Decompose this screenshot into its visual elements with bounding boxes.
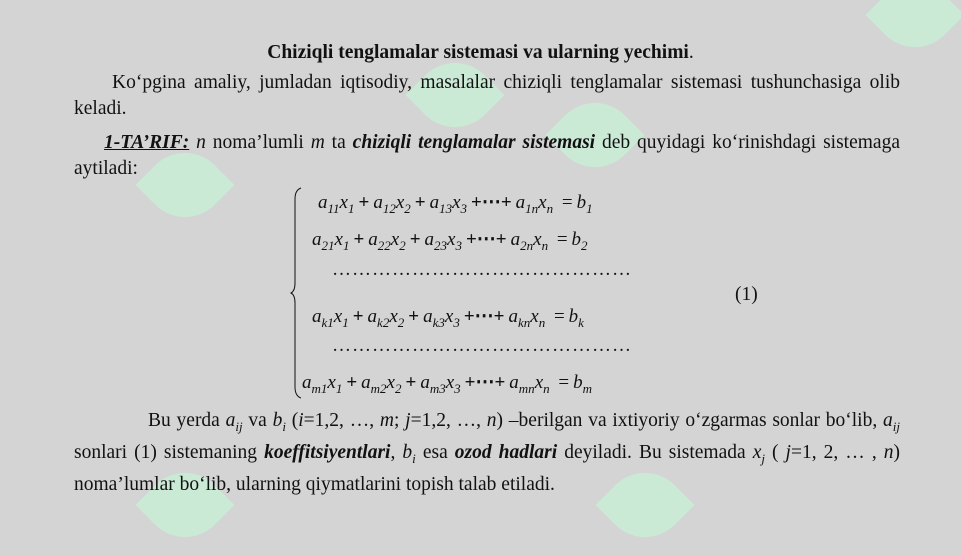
equation-row-1: $a_{11}x_1 + a_{12}x_2 + a_{13}x_3$ +⋯+ $a_{1n}x_n = b_1$	[318, 192, 593, 216]
definition-label: 1-TA’RIF:	[104, 132, 190, 153]
definition-paragraph: 1-TA’RIF: n noma’lumli m ta chiziqli tenglamalar sistemasi deb quyidagi ko‘rinishdagi sistemaga aytiladi:	[74, 132, 900, 179]
equation-system	[290, 187, 710, 399]
equation-row-k: $a_{k1}x_1 + a_{k2}x_2 + a_{k3}x_3$ +⋯+ $a_{kn}x_n = b_k$	[312, 306, 584, 330]
equation-number: (1)	[735, 284, 758, 305]
left-brace-icon	[290, 187, 302, 399]
equation-row-m: $a_{m1}x_1 + a_{m2}x_2 + a_{m3}x_3$ +⋯+ $a_{mn}x_n = b_m$	[302, 372, 592, 396]
equation-row-2: $a_{21}x_1 + a_{22}x_2 + a_{23}x_3$ +⋯+ $a_{2n}x_n = b_2$	[312, 229, 588, 253]
equation-dots-1: ………………………………………	[332, 259, 632, 280]
page-title: Chiziqli tenglamalar sistemasi va ularning yechimi.	[267, 42, 694, 63]
intro-paragraph: Ko‘pgina amaliy, jumladan iqtisodiy, masalalar chiziqli tenglamalar sistemasi tushunchasiga olib keladi.	[74, 72, 900, 119]
explanation-paragraph: Bu yerda $a_{ij}$ va $b_i$ (i=1,2, …, m; j=1,2, …, n) –berilgan va ixtiyoriy o‘zgarmas sonlar bo‘lib, $a_{ij}$ sonlari (1) sistemaning koeffitsiyentlari, $b_i$ esa ozod hadlari deyiladi. Bu sistemada $x_j$ ( j=1, 2, … , n) noma’lumlar bo‘lib, ularning qiymatlarini topish talab etiladi.	[74, 410, 901, 495]
equation-dots-2: ………………………………………	[332, 335, 632, 356]
